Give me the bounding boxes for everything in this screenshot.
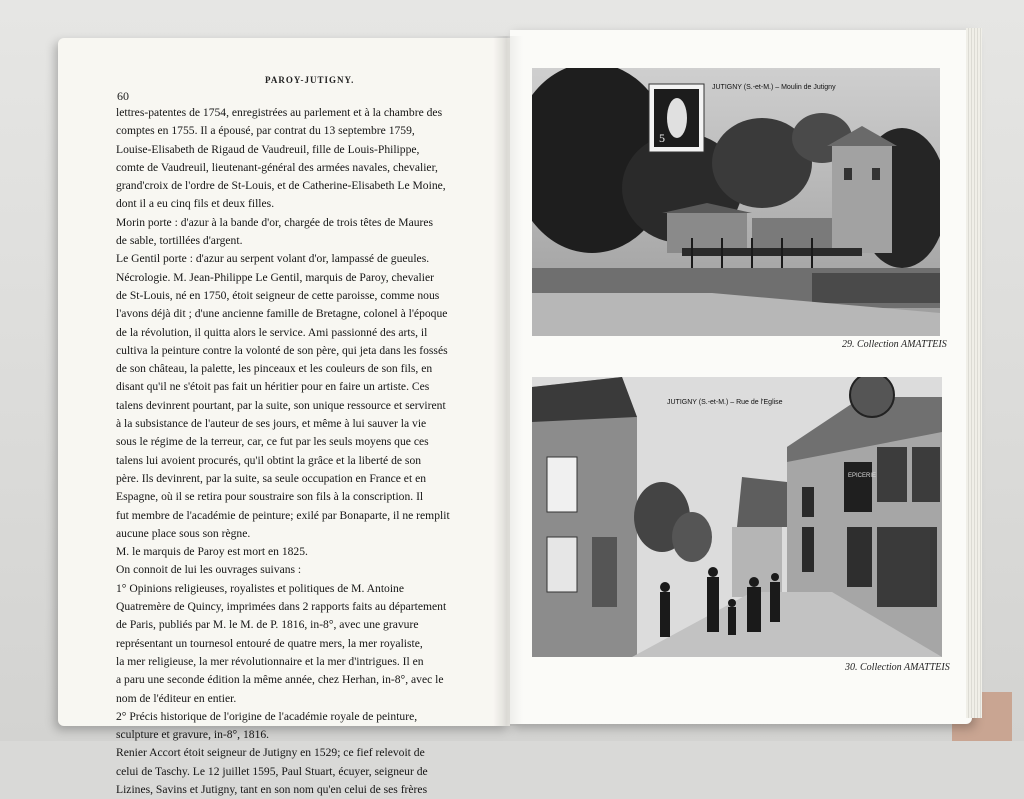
text-line: cultiva la peinture contre la volonté de son père, qui jeta dans les fossés bbox=[116, 343, 448, 357]
text-line: lettres-patentes de 1754, enregistrées au parlement et à la chambre des bbox=[116, 106, 443, 119]
svg-text:5: 5 bbox=[659, 131, 665, 145]
body-text bbox=[116, 104, 474, 799]
text-line: représentant un tournesol entouré de quatre mers, la mer royaliste, bbox=[116, 636, 423, 650]
text-line: de Paris, publiés par M. le M. de P. 1816, in-8°, avec une gravure bbox=[116, 618, 419, 632]
photo-rue-eglise bbox=[532, 377, 942, 657]
text-line: de sable, tortillées d'argent. bbox=[116, 234, 243, 248]
text-line: celui de Taschy. Le 12 juillet 1595, Paul Stuart, écuyer, seigneur de bbox=[116, 764, 428, 778]
text-line: l'avons déjà dit ; d'une ancienne famille de Bretagne, colonel à l'époque bbox=[116, 307, 448, 321]
text-line: Renier Accort étoit seigneur de Jutigny en 1529; ce fief relevoit de bbox=[116, 746, 425, 760]
text-line: sculpture et gravure, in-8°, 1816. bbox=[116, 728, 270, 742]
running-head: PAROY-JUTIGNY. bbox=[265, 75, 355, 85]
text-line: de St-Louis, né en 1750, étoit seigneur de cette paroisse, comme nous bbox=[116, 288, 440, 302]
photo-rue-image bbox=[532, 377, 942, 657]
text-line: nom de l'éditeur en entier. bbox=[116, 691, 237, 705]
text-line: fut membre de l'académie de peinture; exilé par Bonaparte, il ne remplit bbox=[116, 508, 450, 522]
caption-29: 29. Collection AMATTEIS bbox=[842, 339, 947, 350]
text-line: aucune place sous son règne. bbox=[116, 526, 251, 540]
text-line: sous le régime de la terreur, car, ce fut par les seuls moyens que ces bbox=[116, 435, 429, 449]
text-line: talens lui avoient procurés, qu'il obtint la grâce et la liberté de son bbox=[116, 453, 422, 467]
text-line: de son château, la palette, les pinceaux et les couleurs de son fils, en bbox=[116, 362, 433, 376]
text-line: grand'croix de l'ordre de St-Louis, et de Catherine-Elisabeth Le Moine, bbox=[116, 179, 446, 193]
text-line: On connoit de lui les ouvrages suivans : bbox=[116, 563, 302, 577]
text-line: comte de Vaudreuil, lieutenant-général des armées navales, chevalier, bbox=[116, 160, 438, 174]
photo2-title: JUTIGNY (S.-et-M.) – Rue de l'Eglise bbox=[667, 399, 783, 406]
text-line: Lizines, Savins et Jutigny, tant en son nom qu'en celui de ses frères bbox=[116, 782, 428, 796]
text-line: a paru une seconde édition la même année, chez Herhan, in-8°, avec le bbox=[116, 673, 444, 687]
photo-moulin-image bbox=[532, 68, 940, 336]
photo-moulin bbox=[532, 68, 940, 336]
text-line: Espagne, où il se retira pour soustraire son fils à la conscription. Il bbox=[116, 490, 424, 504]
book-spine bbox=[493, 36, 523, 726]
text-line: Morin porte : d'azur à la bande d'or, chargée de trois têtes de Maures bbox=[116, 215, 434, 229]
text-line: Nécrologie. M. Jean-Philippe Le Gentil, marquis de Paroy, chevalier bbox=[116, 270, 434, 284]
text-line: la mer religieuse, la mer révolutionnaire et la mer d'intrigues. Il en bbox=[116, 654, 424, 668]
text-line: comptes en 1755. Il a épousé, par contrat du 13 septembre 1759, bbox=[116, 124, 415, 138]
text-line: talens devinrent pourtant, par la suite, son unique ressource et servirent bbox=[116, 398, 446, 412]
text-line: à la subsistance de l'auteur de ses jours, et même à lui sauver la vie bbox=[116, 417, 427, 431]
text-line: Quatremère de Quincy, imprimées dans 2 rapports faits au département bbox=[116, 600, 447, 614]
text-line: disant qu'il ne s'étoit pas fait un héritier pour en faire un artiste. Ces bbox=[116, 380, 430, 394]
page-number: 60 bbox=[117, 89, 129, 103]
caption-30: 30. Collection AMATTEIS bbox=[845, 662, 950, 673]
text-line: dont il a eu cinq fils et deux filles. bbox=[116, 197, 275, 211]
text-line: M. le marquis de Paroy est mort en 1825. bbox=[116, 545, 308, 559]
text-line: 2° Précis historique de l'origine de l'académie royale de peinture, bbox=[116, 709, 418, 723]
text-line: père. Ils devinrent, par la suite, sa seule occupation en France et en bbox=[116, 471, 427, 485]
text-line: Louise-Elisabeth de Rigaud de Vaudreuil, fille de Louis-Philippe, bbox=[116, 142, 420, 156]
text-line: Le Gentil porte : d'azur au serpent volant d'or, lampassé de gueules. bbox=[116, 252, 430, 266]
page-edges bbox=[966, 28, 982, 718]
photo1-title: JUTIGNY (S.-et-M.) – Moulin de Jutigny bbox=[712, 84, 836, 91]
text-line: de la révolution, il quitta alors le service. Ami passionné des arts, il bbox=[116, 325, 428, 339]
svg-text:EPICERIE: EPICERIE bbox=[848, 473, 877, 479]
text-line: 1° Opinions religieuses, royalistes et politiques de M. Antoine bbox=[116, 581, 405, 595]
